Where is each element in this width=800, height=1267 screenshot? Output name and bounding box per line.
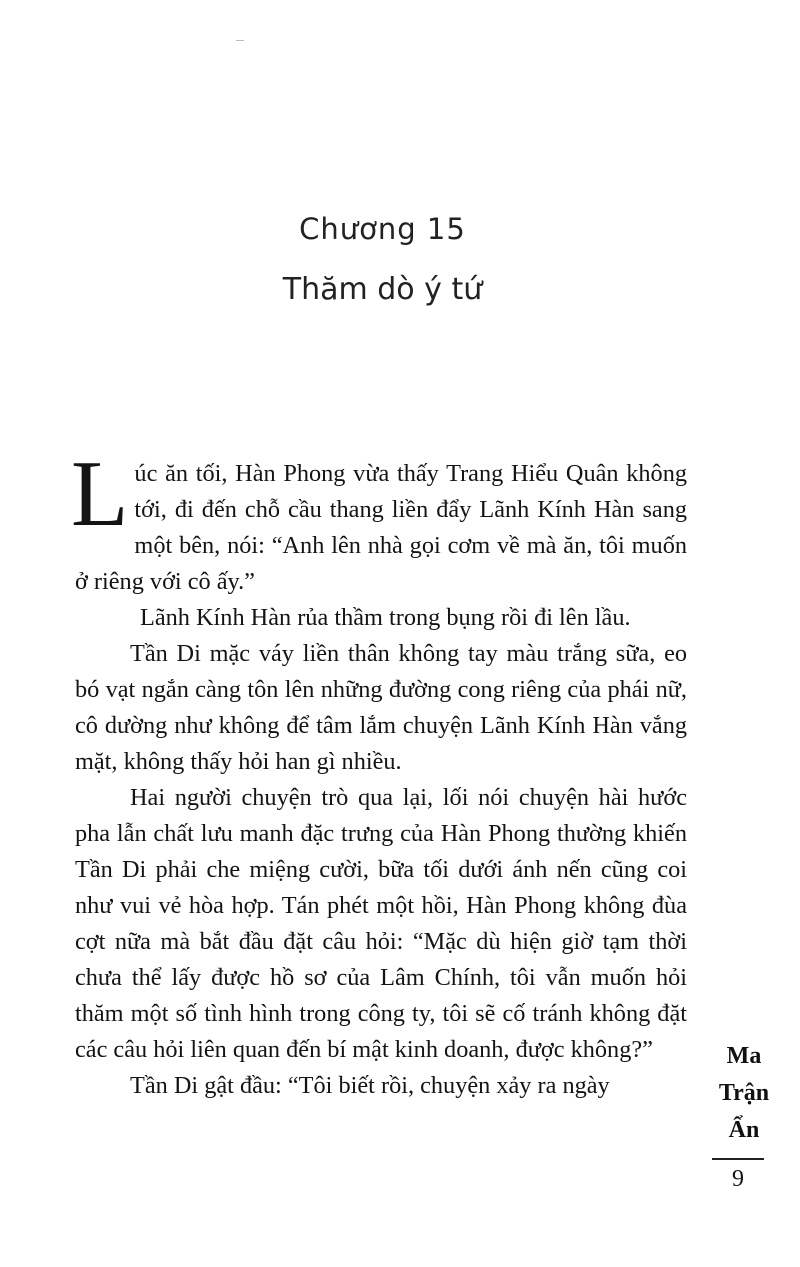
paragraph: Lãnh Kính Hàn rủa thầm trong bụng rồi đi lên lầu.: [140, 604, 631, 631]
body-text: [71, 442, 687, 1104]
divider: [712, 1158, 764, 1160]
page-number: 9: [732, 1166, 744, 1192]
book-title-logo: [718, 1038, 770, 1149]
chapter-number: Chương 15: [299, 212, 466, 246]
paragraph-text: úc ăn tối, Hàn Phong vừa thấy Trang Hiểu Quân không tới, đi đến chỗ cầu thang liền đẩy Lãnh Kính Hàn sang một bên, nói: “Anh lên nhà gọi cơm về mà ăn, tôi muốn ở riêng với cô ấy.”: [75, 460, 687, 595]
paragraph: Hai người chuyện trò qua lại, lối nói chuyện hài hước pha lẫn chất lưu manh đặc trưng của Hàn Phong thường khiến Tần Di phải che miệng cười, bữa tối dưới ánh nến cũng coi như vui vẻ hòa hợp. Tán phét một hồi, Hàn Phong không đùa cợt nữa mà bắt đầu đặt câu hỏi: “Mặc dù hiện giờ tạm thời chưa thể lấy được hồ sơ của Lâm Chính, tôi vẫn muốn hỏi thăm một số tình hình trong công ty, tôi sẽ cố tránh không đặt các câu hỏi liên quan đến bí mật kinh doanh, được không?”: [75, 784, 687, 1063]
paragraph: Tần Di mặc váy liền thân không tay màu trắng sữa, eo bó vạt ngắn càng tôn lên những đường cong riêng của phái nữ, cô dường như không để tâm lắm chuyện Lãnh Kính Hàn vắng mặt, không thấy hỏi han gì nhiều.: [75, 640, 687, 775]
chapter-title: Thăm dò ý tứ: [282, 272, 483, 307]
drop-cap: L: [71, 442, 129, 546]
logo-line: Trận: [718, 1080, 770, 1106]
logo-line: Ma: [726, 1043, 762, 1069]
scan-speck: [236, 40, 244, 41]
paragraph: Tần Di gật đầu: “Tôi biết rồi, chuyện xảy ra ngày: [130, 1072, 610, 1099]
logo-line: Ẩn: [728, 1117, 760, 1143]
paragraph: [71, 442, 687, 600]
